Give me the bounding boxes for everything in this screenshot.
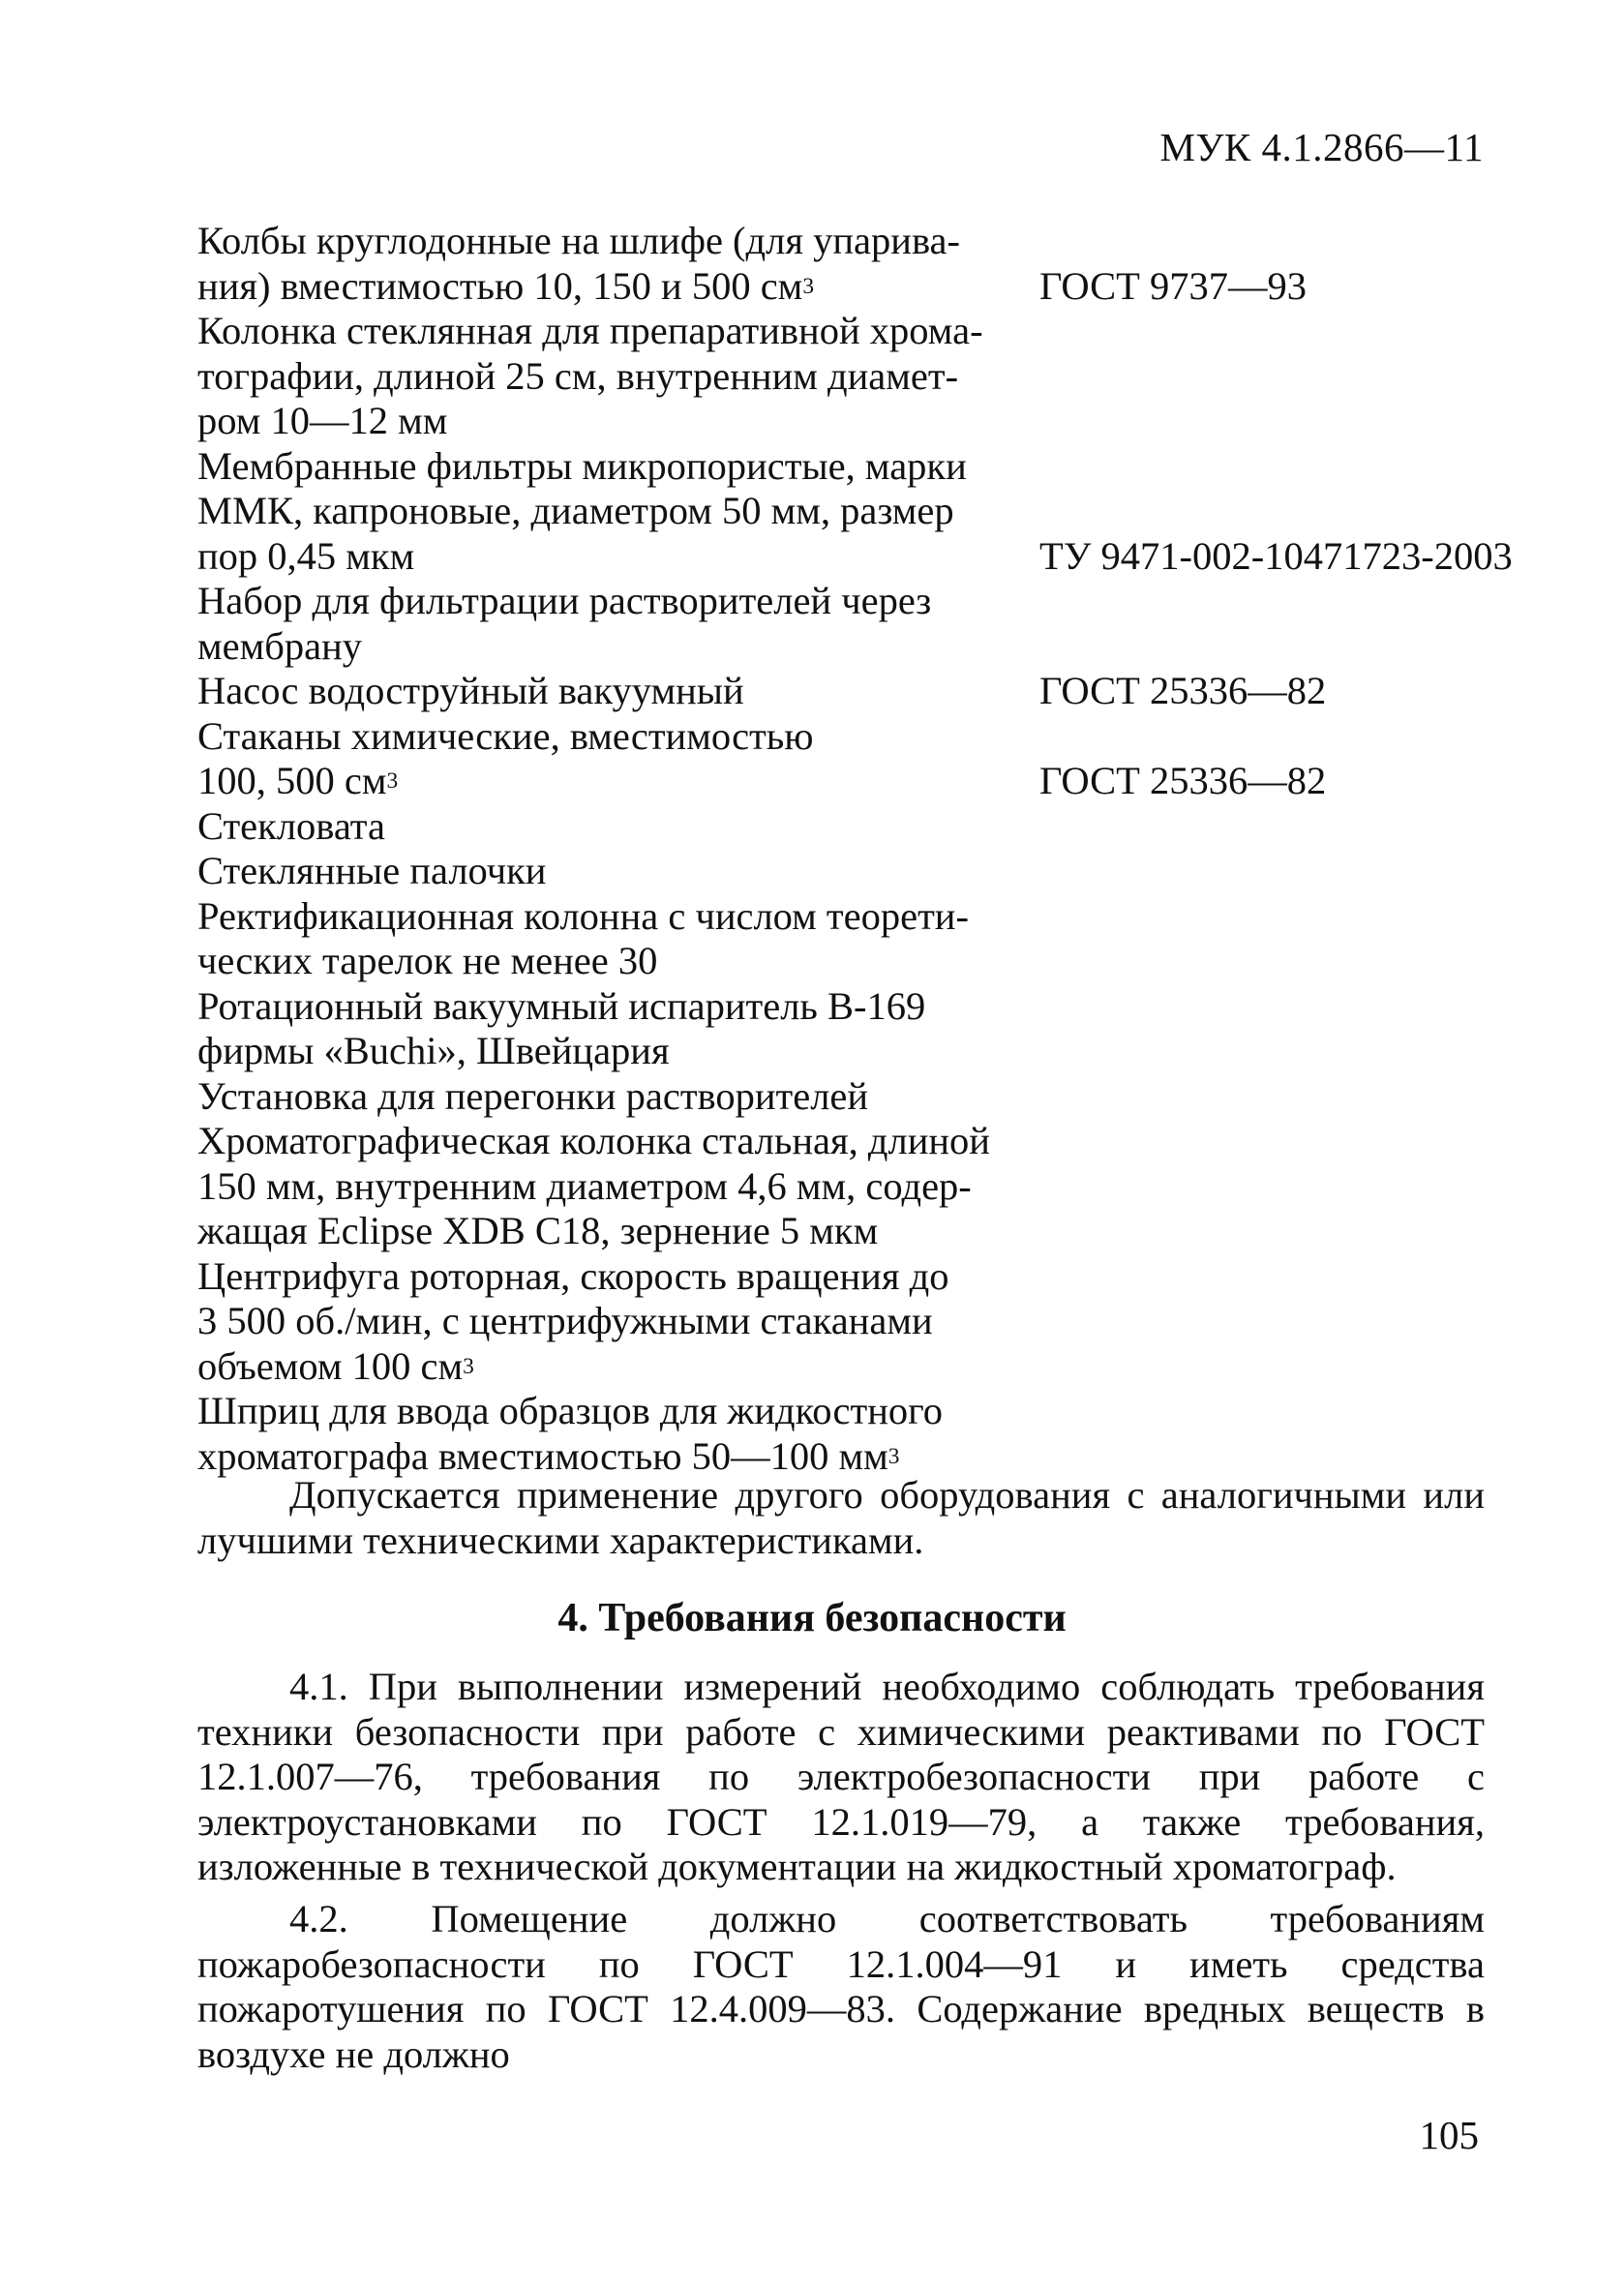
equipment-item	[197, 714, 1533, 804]
equipment-standard: ГОСТ 9737—93	[1039, 263, 1308, 308]
equipment-name-line: Мембранные фильтры микропористые, марки	[197, 443, 967, 488]
equipment-name-line: тографии, длиной 25 см, внутренним диамет-	[197, 353, 959, 398]
unit-superscript: 3	[802, 273, 815, 299]
equipment-name-line: Стекловата	[197, 803, 385, 848]
equipment-name-line: ческих тарелок не менее 30	[197, 939, 658, 982]
equipment-item	[197, 1074, 1533, 1120]
equipment-standard: ТУ 9471-002-10471723-2003	[1039, 533, 1513, 578]
equipment-name	[197, 1119, 1039, 1254]
paragraph-4-1: 4.1. При выполнении измерений необходимо соблюдать требования техники безопасности при работе с химическими реактивами по ГОСТ 12.1.007—76, требования по электробезопасности при работе с электроустановками по ГОСТ 12.1.019—79, а также требования, изложенные в технической документации на жидкостный хроматограф.	[197, 1665, 1485, 1888]
equipment-name	[197, 444, 1039, 580]
equipment-name-line: фирмы «Buchi», Швейцария	[197, 1029, 670, 1072]
equipment-item	[197, 1389, 1533, 1479]
equipment-name-line: Колонка стеклянная для препаративной хрома-	[197, 309, 983, 352]
equipment-name-line: объемом 100 см	[197, 1343, 464, 1388]
equipment-name-line: хроматографа вместимостью 50—100 мм	[197, 1433, 888, 1478]
equipment-name-line: Стеклянные палочки	[197, 849, 547, 892]
equipment-name-line: Набор для фильтрации растворителей через	[197, 579, 932, 622]
equipment-name	[197, 1254, 1039, 1390]
equipment-standard: ГОСТ 25336—82	[1039, 669, 1327, 712]
equipment-note: Допускается применение другого оборудования с аналогичными или лучшими техническими характеристиками.	[197, 1473, 1485, 1562]
document-code-header: МУК 4.1.2866—11	[1159, 125, 1484, 169]
equipment-name-line: 3 500 об./мин, с центрифужными стаканами	[197, 1299, 933, 1342]
equipment-name-line: ММК, капроновые, диаметром 50 мм, размер	[197, 489, 954, 532]
equipment-name	[197, 1389, 1039, 1479]
equipment-name	[197, 849, 1039, 894]
equipment-item	[197, 444, 1533, 580]
equipment-name-line: Насос водоструйный вакуумный	[197, 669, 744, 712]
equipment-name-line: ром 10—12 мм	[197, 399, 448, 442]
equipment-name-line: пор 0,45 мкм	[197, 533, 415, 578]
unit-superscript: 3	[463, 1353, 474, 1379]
equipment-name-line: Шприц для ввода образцов для жидкостного	[197, 1389, 943, 1432]
equipment-name-line: жащая Eclipse XDB C18, зернение 5 мкм	[197, 1209, 879, 1252]
section-heading: 4. Требования безопасности	[557, 1596, 1067, 1640]
equipment-name-line: Центрифуга роторная, скорость вращения до	[197, 1253, 949, 1298]
equipment-name	[197, 1074, 1039, 1120]
equipment-name-line: Хроматографическая колонка стальная, длиной	[197, 1119, 990, 1162]
unit-superscript: 3	[386, 768, 399, 795]
equipment-item	[197, 1119, 1533, 1254]
equipment-name	[197, 984, 1039, 1074]
equipment-name	[197, 714, 1039, 804]
equipment-name	[197, 579, 1039, 669]
equipment-name-line-with-unit	[197, 264, 1039, 310]
page-number: 105	[1419, 2113, 1479, 2157]
equipment-name-line: Стаканы химические, вместимостью	[197, 713, 814, 758]
equipment-name-line: Колбы круглодонные на шлифе (для упарива-	[197, 219, 960, 262]
equipment-item	[197, 309, 1533, 444]
equipment-name	[197, 219, 1039, 309]
equipment-name	[197, 309, 1039, 444]
equipment-name-line: 150 мм, внутренним диаметром 4,6 мм, содер-	[197, 1163, 972, 1208]
equipment-list	[197, 219, 1533, 1479]
equipment-item	[197, 984, 1533, 1074]
equipment-name-line: 100, 500 см	[197, 759, 387, 802]
equipment-name-line: Ротационный вакуумный испаритель В-169	[197, 983, 926, 1028]
equipment-item	[197, 219, 1533, 309]
equipment-name	[197, 669, 1039, 714]
equipment-name-line: ния) вместимостью 10, 150 и 500 см	[197, 263, 803, 308]
equipment-item	[197, 804, 1533, 850]
equipment-name-line: мембрану	[197, 623, 362, 668]
equipment-name-line: Ректификационная колонна с числом теорети-	[197, 893, 969, 938]
equipment-item	[197, 669, 1533, 714]
paragraph-4-2: 4.2. Помещение должно соответствовать требованиям пожаробезопасности по ГОСТ 12.1.004—91 и иметь средства пожаротушения по ГОСТ 12.4.009—83. Содержание вредных веществ в воздухе не должно	[197, 1897, 1485, 2076]
unit-superscript: 3	[887, 1443, 900, 1469]
equipment-name-line: Установка для перегонки растворителей	[197, 1073, 869, 1118]
equipment-item	[197, 1254, 1533, 1390]
equipment-name	[197, 804, 1039, 850]
equipment-name-line-with-unit	[197, 1344, 1039, 1390]
equipment-name	[197, 894, 1039, 984]
equipment-item	[197, 849, 1533, 894]
equipment-name-line-with-unit	[197, 759, 1039, 804]
equipment-standard: ГОСТ 25336—82	[1039, 759, 1327, 802]
equipment-item	[197, 894, 1533, 984]
equipment-item	[197, 579, 1533, 669]
